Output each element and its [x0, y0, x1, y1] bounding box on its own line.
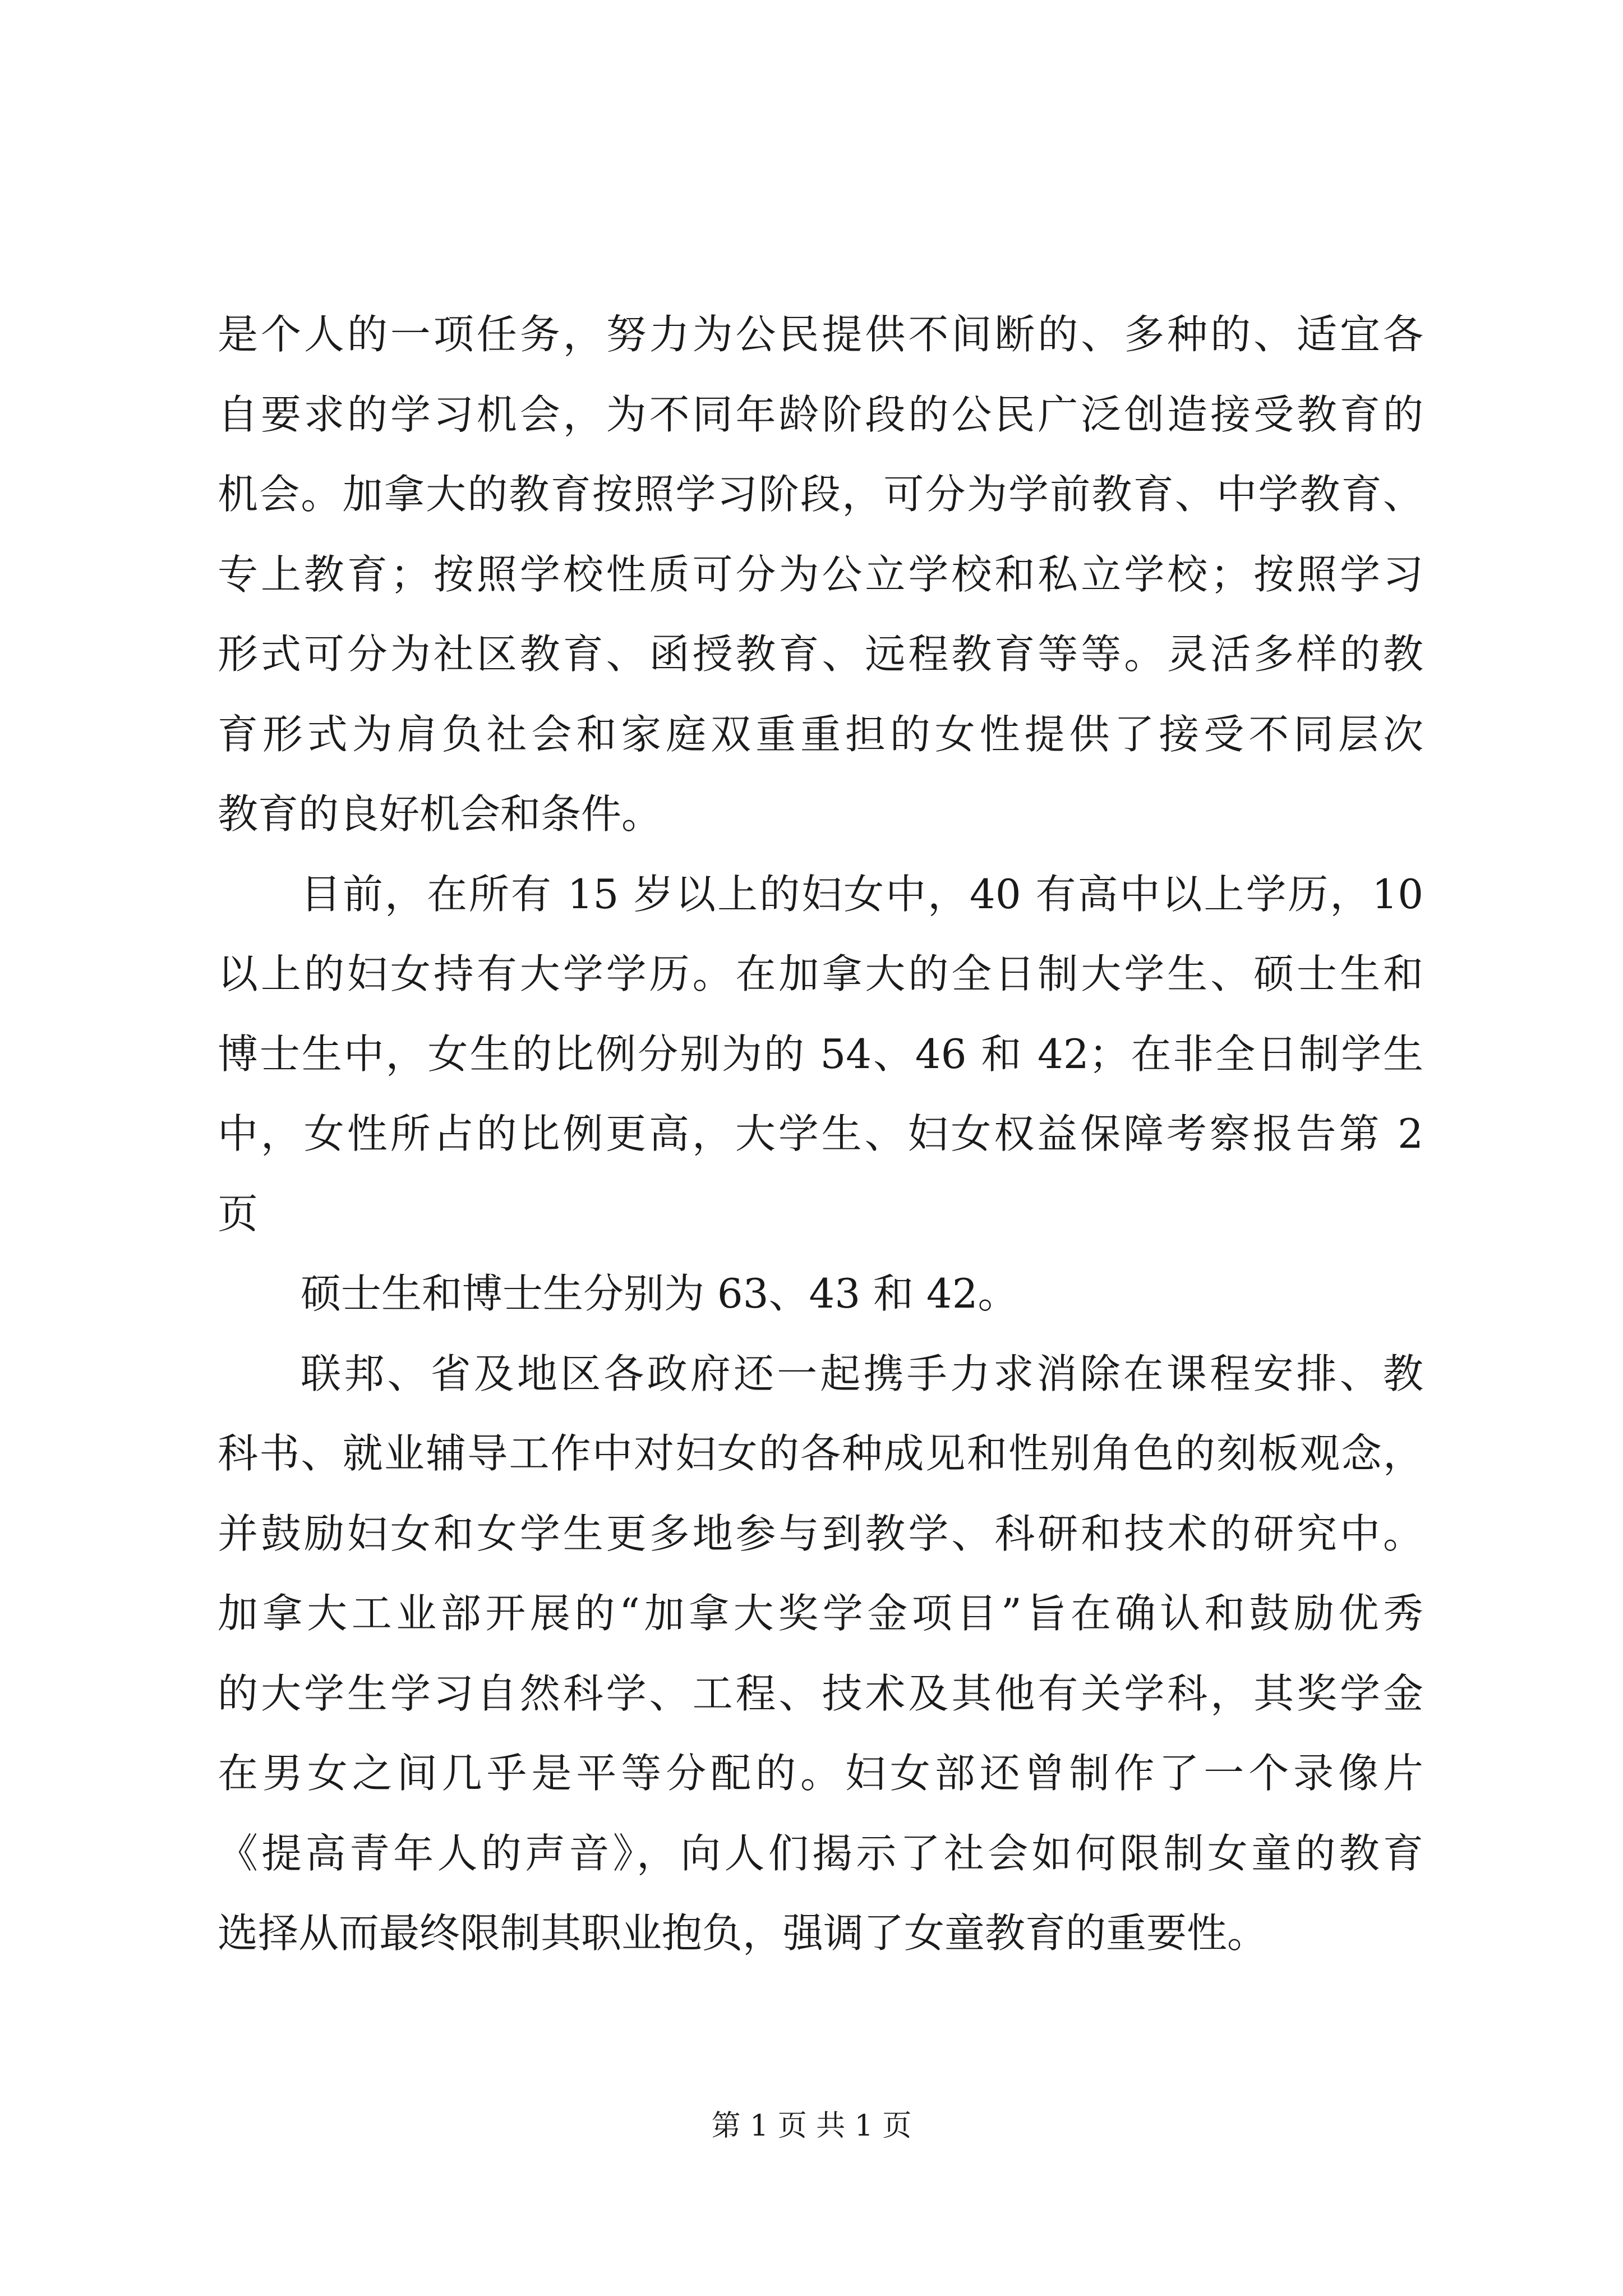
page-footer	[0, 2106, 1623, 2146]
text-line: 联邦、省及地区各政府还一起携手力求消除在课程安排、教	[301, 1350, 1423, 1397]
text-line: 教育的良好机会和条件。	[218, 790, 662, 838]
text-line: 并鼓励妇女和女学生更多地参与到教学、科研和技术的研究中。	[218, 1510, 1423, 1557]
text-line: 选择从而最终限制其职业抱负，强调了女童教育的重要性。	[218, 1910, 1268, 1957]
paragraph	[218, 854, 1423, 1254]
text-line: 页	[218, 1190, 259, 1237]
text-line: 硕士生和博士生分别为 63、43 和 42。	[301, 1270, 1018, 1317]
text-line: 加拿大工业部开展的“加拿大奖学金项目”旨在确认和鼓励优秀	[218, 1590, 1423, 1637]
paragraph	[218, 1334, 1423, 1973]
text-line: 以上的妇女持有大学学历。在加拿大的全日制大学生、硕士生和	[218, 950, 1423, 997]
body-text	[218, 295, 1423, 1973]
text-line: 博士生中，女生的比例分别为的 54、46 和 42；在非全日制学生	[218, 1030, 1423, 1078]
text-line: 中，女性所占的比例更高，大学生、妇女权益保障考察报告第 2	[218, 1110, 1423, 1157]
text-line: 育形式为肩负社会和家庭双重重担的女性提供了接受不同层次	[218, 710, 1423, 758]
text-line: 目前，在所有 15 岁以上的妇女中，40 有高中以上学历，10	[301, 870, 1423, 918]
text-line: 机会。加拿大的教育按照学习阶段，可分为学前教育、中学教育、	[218, 471, 1423, 518]
paragraph	[218, 1254, 1423, 1334]
text-line: 在男女之间几乎是平等分配的。妇女部还曾制作了一个录像片	[218, 1750, 1423, 1797]
text-line: 科书、就业辅导工作中对妇女的各种成见和性别角色的刻板观念，	[218, 1430, 1423, 1477]
page-indicator: 第 1 页 共 1 页	[711, 2109, 912, 2143]
text-line: 是个人的一项任务，努力为公民提供不间断的、多种的、适宜各	[218, 311, 1423, 358]
text-line: 的大学生学习自然科学、工程、技术及其他有关学科，其奖学金	[218, 1669, 1423, 1717]
text-line: 《提高青年人的声音》，向人们揭示了社会如何限制女童的教育	[218, 1829, 1423, 1877]
text-line: 自要求的学习机会，为不同年龄阶段的公民广泛创造接受教育的	[218, 390, 1423, 438]
text-line: 专上教育；按照学校性质可分为公立学校和私立学校；按照学习	[218, 550, 1423, 598]
text-line: 形式可分为社区教育、函授教育、远程教育等等。灵活多样的教	[218, 631, 1423, 678]
paragraph	[218, 295, 1423, 854]
